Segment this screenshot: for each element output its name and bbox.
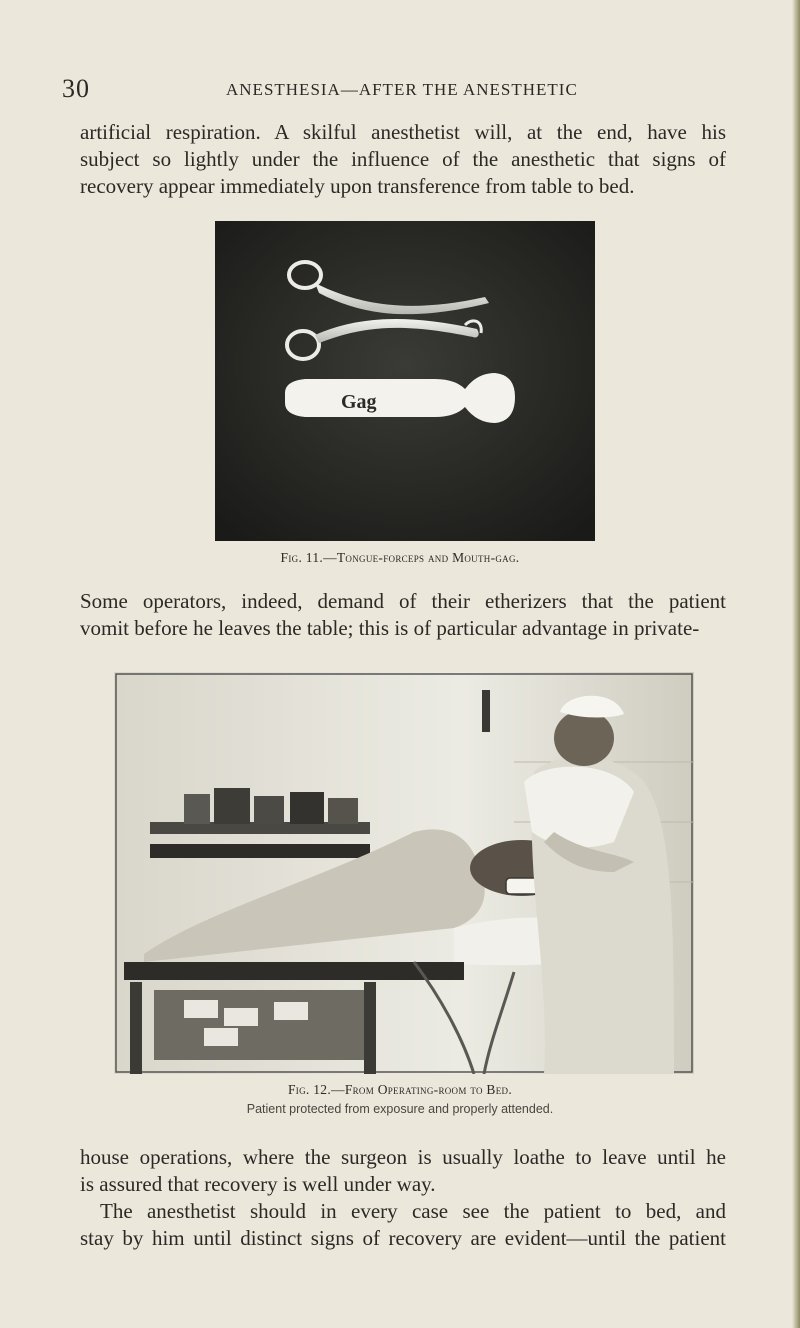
text-line: house operations, where the surgeon is usually loathe to leave until he bbox=[80, 1145, 726, 1169]
figure-12-photo bbox=[114, 672, 694, 1074]
page-number: 30 bbox=[62, 74, 90, 103]
paragraph-2 bbox=[80, 588, 726, 642]
operating-room-illustration bbox=[114, 672, 694, 1074]
figure-11-caption-text: Fig. 11.—Tongue-forceps and Mouth-gag. bbox=[280, 550, 520, 565]
running-head: ANESTHESIA—AFTER THE ANESTHETIC bbox=[226, 80, 578, 99]
figure-11-caption bbox=[0, 550, 800, 566]
figure-12-subcaption: Patient protected from exposure and properly attended. bbox=[246, 1102, 554, 1116]
text-line: Some operators, indeed, demand of their etherizers that the patient bbox=[80, 589, 726, 613]
figure-12-caption bbox=[0, 1082, 800, 1098]
text-line: vomit before he leaves the table; this is of particular advantage in private- bbox=[80, 616, 700, 640]
figure-11-photo bbox=[215, 221, 595, 541]
text-line: is assured that recovery is well under way. bbox=[80, 1172, 436, 1196]
text-line: recovery appear immediately upon transference from table to bed. bbox=[80, 174, 635, 198]
text-line: subject so lightly under the influence of the anesthetic that signs of bbox=[80, 147, 726, 171]
paragraph-3 bbox=[80, 1144, 726, 1252]
text-line: stay by him until distinct signs of recovery are evident—until the patient bbox=[80, 1226, 726, 1250]
paragraph-1 bbox=[80, 119, 726, 200]
forceps-gag-illustration bbox=[215, 221, 595, 541]
hanging-tube bbox=[482, 690, 490, 732]
page-edge-shadow bbox=[792, 0, 800, 1328]
text-line: The anesthetist should in every case see the patient to bed, and bbox=[100, 1199, 726, 1223]
gag-label: Gag bbox=[341, 391, 377, 413]
figure-12-caption-text: Fig. 12.—From Operating-room to Bed. bbox=[287, 1082, 513, 1097]
mouth-gag bbox=[285, 373, 515, 423]
text-line: artificial respiration. A skilful anesthetist will, at the end, have his bbox=[80, 120, 726, 144]
